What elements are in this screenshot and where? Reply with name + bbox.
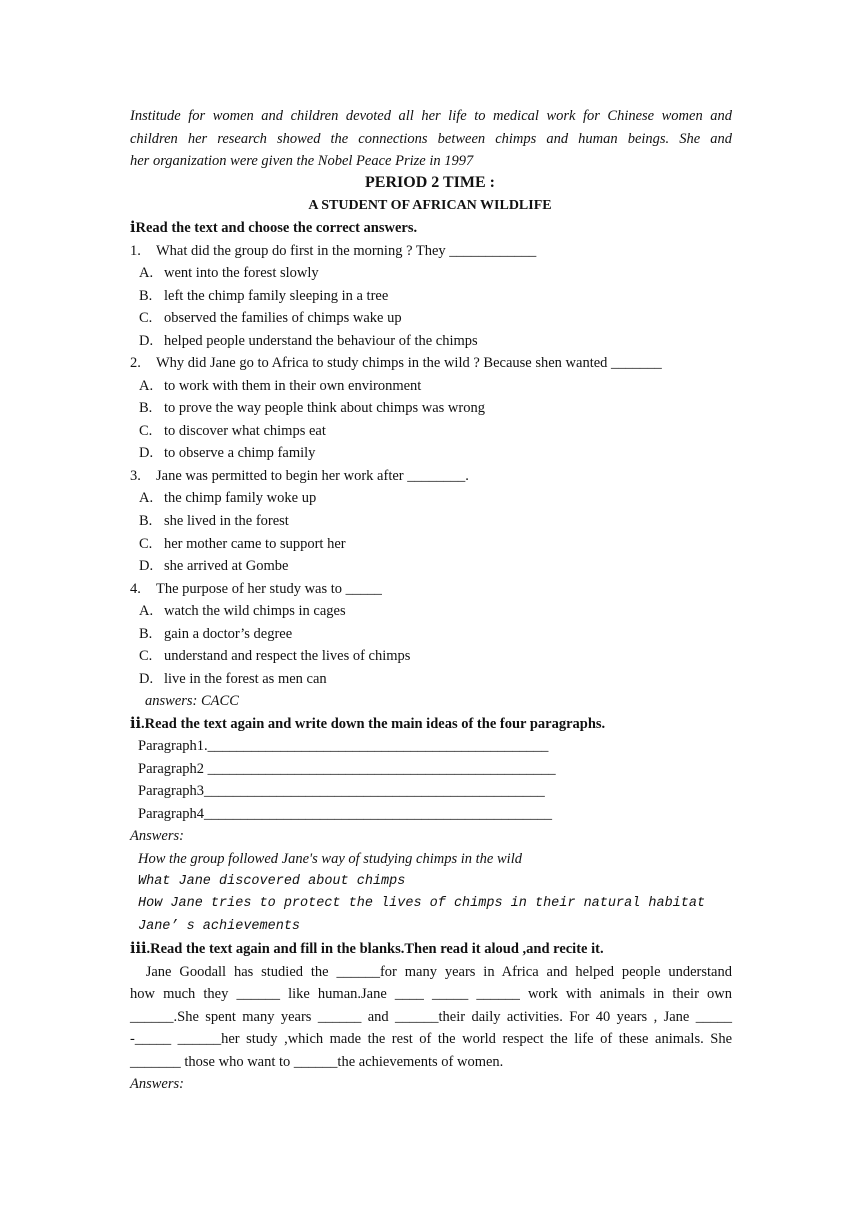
option-text: to prove the way people think about chimps was wrong — [164, 400, 485, 416]
option-letter: D. — [139, 671, 154, 687]
option-text: watch the wild chimps in cages — [164, 603, 346, 619]
option-3b — [139, 511, 289, 531]
section2-answer-3: How Jane tries to protect the lives of chimps in their natural habitat — [138, 896, 706, 911]
section2-answer-4: Jane’ s achievements — [138, 919, 301, 934]
option-text: her mother came to support her — [164, 536, 346, 552]
option-letter: A. — [139, 603, 154, 619]
question-3 — [130, 466, 469, 486]
option-4b — [139, 624, 292, 644]
intro-line-1: Institude for women and children devoted all her life to medical work for Chinese women and — [130, 108, 732, 124]
option-text: she lived in the forest — [164, 513, 289, 529]
question-text: The purpose of her study was to _____ — [156, 581, 382, 597]
question-text: What did the group do first in the morning ? They ____________ — [156, 243, 537, 259]
section2-answer-2: What Jane discovered about chimps — [138, 874, 406, 889]
option-text: the chimp family woke up — [164, 490, 317, 506]
option-4d — [139, 669, 327, 689]
option-text: to observe a chimp family — [164, 445, 316, 461]
paragraph-1-blank: Paragraph1._______________________________________________ — [138, 738, 549, 754]
option-text: to work with them in their own environment — [164, 378, 422, 394]
option-text: observed the families of chimps wake up — [164, 310, 402, 326]
paragraph-3-blank: Paragraph3_______________________________________________ — [138, 783, 545, 799]
intro-line-2: children her research showed the connections between chimps and human beings. She and — [130, 131, 732, 147]
section2-answer-1: How the group followed Jane's way of studying chimps in the wild — [138, 851, 522, 867]
subtitle: A STUDENT OF AFRICAN WILDLIFE — [308, 198, 552, 213]
option-3c — [139, 534, 346, 554]
question-number: 2. — [130, 355, 141, 371]
period-heading: PERIOD 2 TIME : — [365, 174, 495, 191]
option-2b — [139, 398, 485, 418]
question-2 — [130, 353, 662, 373]
option-2a — [139, 376, 421, 396]
section1-answers: answers: CACC — [145, 693, 239, 709]
intro-line-3: her organization were given the Nobel Peace Prize in 1997 — [130, 153, 474, 169]
option-text: went into the forest slowly — [164, 265, 319, 281]
option-text: understand and respect the lives of chimps — [164, 648, 411, 664]
paragraph-4-blank: Paragraph4________________________________________________ — [138, 806, 553, 822]
option-3d — [139, 556, 288, 576]
question-4 — [130, 579, 382, 599]
option-letter: B. — [139, 288, 153, 304]
option-text: gain a doctor’s degree — [164, 626, 293, 642]
option-text: live in the forest as men can — [164, 671, 327, 687]
option-letter: D. — [139, 558, 154, 574]
option-1d — [139, 331, 478, 351]
option-letter: A. — [139, 378, 154, 394]
option-text: she arrived at Gombe — [164, 558, 289, 574]
section2-answers-label: Answers: — [130, 828, 184, 844]
option-letter: B. — [139, 513, 153, 529]
fill-blank-line-2: how much they ______ like human.Jane ____ _____ ______ work with animals in their own — [130, 986, 732, 1002]
option-text: helped people understand the behaviour of the chimps — [164, 333, 478, 349]
option-letter: C. — [139, 423, 153, 439]
fill-blank-line-4: -_____ ______her study ,which made the rest of the world respect the life of these animals. She — [130, 1031, 732, 1047]
option-3a — [139, 488, 316, 508]
option-letter: A. — [139, 265, 154, 281]
section2-heading: ⅱ.Read the text again and write down the main ideas of the four paragraphs. — [130, 716, 606, 732]
option-4a — [139, 601, 346, 621]
option-letter: B. — [139, 626, 153, 642]
option-letter: D. — [139, 333, 154, 349]
question-text: Jane was permitted to begin her work after ________. — [156, 468, 469, 484]
question-number: 3. — [130, 468, 141, 484]
option-2c — [139, 421, 326, 441]
question-number: 4. — [130, 581, 141, 597]
option-2d — [139, 443, 315, 463]
question-1 — [130, 241, 536, 261]
fill-blank-line-3: ______.She spent many years ______ and ______their daily activities. For 40 years , Jane _____ — [130, 1009, 732, 1025]
option-1c — [139, 308, 402, 328]
paragraph-2-blank: Paragraph2 ________________________________________________ — [138, 761, 556, 777]
option-text: left the chimp family sleeping in a tree — [164, 288, 389, 304]
option-letter: C. — [139, 310, 153, 326]
option-1b — [139, 286, 388, 306]
fill-blank-line-1: Jane Goodall has studied the ______for many years in Africa and helped people understand — [130, 964, 732, 980]
fill-blank-line-5: _______ those who want to ______the achievements of women. — [130, 1054, 504, 1070]
option-letter: D. — [139, 445, 154, 461]
option-letter: B. — [139, 400, 153, 416]
section1-heading: ⅰRead the text and choose the correct answers. — [130, 220, 418, 236]
option-1a — [139, 263, 319, 283]
option-letter: C. — [139, 648, 153, 664]
option-letter: C. — [139, 536, 153, 552]
section3-heading: ⅲ.Read the text again and fill in the blanks.Then read it aloud ,and recite it. — [130, 941, 604, 957]
option-text: to discover what chimps eat — [164, 423, 326, 439]
question-number: 1. — [130, 243, 141, 259]
option-letter: A. — [139, 490, 154, 506]
option-4c — [139, 646, 410, 666]
question-text: Why did Jane go to Africa to study chimps in the wild ? Because shen wanted _______ — [156, 355, 662, 371]
section3-answers-label: Answers: — [130, 1076, 184, 1092]
